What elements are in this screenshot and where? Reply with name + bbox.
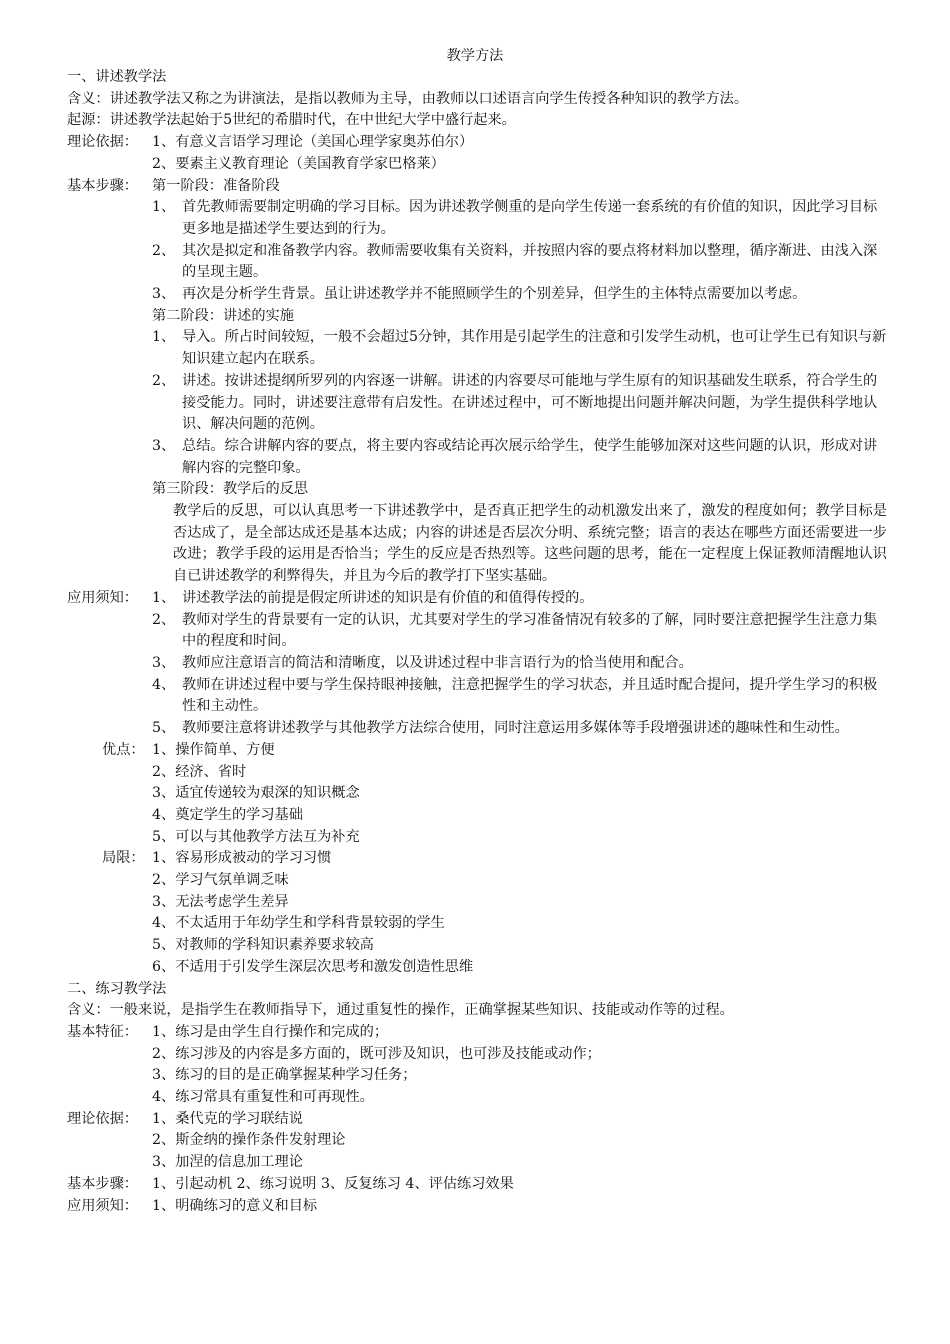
list-item [67,327,887,370]
list-item: 1、容易形成被动的学习习惯 [152,850,332,867]
list-item [67,675,887,718]
steps-label: 基本步骤： [67,177,138,194]
list-item: 1、操作简单、方便 [152,741,275,758]
notes-label: 应用须知： [67,1197,138,1214]
steps-text: 1、引起动机 2、练习说明 3、反复练习 4、评估练习效果 [152,1175,514,1192]
theory-label: 理论依据： [67,134,138,151]
document-body [67,67,887,1217]
list-item: 2、练习涉及的内容是多方面的，既可涉及知识，也可涉及技能或动作； [152,1045,601,1062]
theory-item: 2、斯金纳的操作条件发射理论 [152,1132,346,1149]
list-item: 6、不适用于引发学生深层次思考和激发创造性思维 [152,958,474,975]
item-number: 1、 [152,329,176,346]
list-item: 4、奠定学生的学习基础 [152,806,303,823]
theory-item: 2、要素主义教育理论（美国教育学家巴格莱） [152,155,445,172]
phase-title: 第二阶段：讲述的实施 [152,307,294,324]
item-text: 教师在讲述过程中要与学生保持眼神接触，注意把握学生的学习状态，并且适时配合提问，提升学生学习的积极性和主动性。 [182,676,878,715]
item-text: 教师应注意语言的简洁和清晰度，以及讲述过程中非言语行为的恰当使用和配合。 [182,654,693,671]
item-number: 2、 [152,611,176,628]
phase-title: 第一阶段：准备阶段 [152,177,280,194]
theory-item: 3、加涅的信息加工理论 [152,1154,303,1171]
features-row [67,1022,887,1044]
item-text: 教师对学生的背景要有一定的认识，尤其要对学生的学习准备情况有较多的了解，同时要注意把握学生注意力集中的程度和时间。 [182,611,878,650]
cons-label: 局限： [102,850,145,867]
list-item [67,197,887,240]
list-item [67,284,887,306]
section-heading: 一、讲述教学法 [67,69,167,85]
pros-label: 优点： [102,741,145,758]
list-item: 3、无法考虑学生差异 [152,893,289,910]
features-label: 基本特征： [67,1023,138,1040]
list-item: 3、适宜传递较为艰深的知识概念 [152,785,360,802]
section-heading: 二、练习教学法 [67,980,167,997]
item-text: 其次是拟定和准备教学内容。教师需要收集有关资料，并按照内容的要点将材料加以整理，循序渐进、由浅入深的呈现主题。 [182,242,878,281]
cons-row [67,848,887,870]
definition-line: 含义：一般来说，是指学生在教师指导下，通过重复性的操作，正确掌握某些知识、技能或动作等的过程。 [67,1002,734,1019]
list-item: 1、明确练习的意义和目标 [152,1197,318,1214]
notes-label: 应用须知： [67,589,138,606]
list-item: 5、可以与其他教学方法互为补充 [152,828,360,845]
item-number: 1、 [152,199,176,216]
list-item [67,371,887,436]
reflection-paragraph: 教学后的反思，可以认真思考一下讲述教学中，是否真正把学生的动机激发出来了，激发的程度如何；教学目标是否达成了，是全部达成还是基本达成；内容的讲述是否层次分明、系统完整；语言的表达在哪些方面还需要进一步改进；教学手段的运用是否恰当；学生的反应是否热烈等。这些问题的思考，能在一定程度上保证教师清醒地认识自已讲述教学的利弊得失，并且为今后的教学打下坚实基础。 [173,503,887,585]
list-item [67,588,887,610]
steps-label: 基本步骤： [67,1175,138,1192]
origin-line: 起源：讲述教学法起始于5世纪的希腊时代，在中世纪大学中盛行起来。 [67,112,516,129]
item-number: 2、 [152,242,176,259]
item-text: 导入。所占时间较短，一般不会超过5分钟，其作用是引起学生的注意和引发学生动机，也可让学生已有知识与新知识建立起内在联系。 [182,329,887,368]
item-number: 3、 [152,437,176,454]
list-item: 1、练习是由学生自行操作和完成的； [152,1023,389,1040]
item-text: 首先教师需要制定明确的学习目标。因为讲述教学侧重的是向学生传递一套系统的有价值的知识，因此学习目标更多地是描述学生要达到的行为。 [182,199,878,237]
list-item [67,718,887,740]
list-item: 4、练习常具有重复性和可再现性。 [152,1089,374,1106]
list-item [67,436,887,479]
item-number: 5、 [152,720,176,737]
list-item: 2、经济、省时 [152,763,247,780]
item-text: 讲述。按讲述提纲所罗列的内容逐一讲解。讲述的内容要尽可能地与学生原有的知识基础发生联系，符合学生的接受能力。同时，讲述要注意带有启发性。在讲述过程中，可不断地提出问题并解决问题，为学生提供科学地认识、解决问题的范例。 [182,372,878,433]
item-number: 3、 [152,654,176,671]
list-item: 5、对教师的学科知识素养要求较高 [152,937,374,954]
item-number: 4、 [152,676,176,693]
item-text: 总结。综合讲解内容的要点，将主要内容或结论再次展示给学生，使学生能够加深对这些问题的认识，形成对讲解内容的完整印象。 [182,437,878,476]
list-item: 4、不太适用于年幼学生和学科背景较弱的学生 [152,915,445,932]
notes-row [67,1196,887,1218]
page-title: 教学方法 [446,48,504,64]
item-number: 3、 [152,286,176,303]
list-item: 2、学习气氛单调乏味 [152,872,289,889]
list-item [67,241,887,284]
item-number: 2、 [152,372,176,389]
item-number: 1、 [152,589,176,606]
theory-label: 理论依据： [67,1110,138,1127]
list-item: 3、练习的目的是正确掌握某种学习任务； [152,1067,417,1084]
theory-item: 1、桑代克的学习联结说 [152,1110,303,1127]
pros-row [67,740,887,762]
theory-row [67,1109,887,1131]
theory-item: 1、有意义言语学习理论（美国心理学家奥苏伯尔） [152,134,474,151]
item-text: 再次是分析学生背景。虽让讲述教学并不能照顾学生的个别差异，但学生的主体特点需要加以考虑。 [182,286,807,303]
list-item [67,610,887,653]
steps-row [67,176,887,198]
steps-row [67,1174,887,1196]
phase-title: 第三阶段：教学后的反思 [152,481,309,498]
list-item [67,653,887,675]
item-text: 教师要注意将讲述教学与其他教学方法综合使用，同时注意运用多媒体等手段增强讲述的趣味性和生动性。 [182,720,849,737]
theory-row [67,132,887,154]
theory-row [67,154,887,176]
definition-line: 含义：讲述教学法又称之为讲演法，是指以教师为主导，由教师以口述语言向学生传授各种知识的教学方法。 [67,90,749,107]
item-text: 讲述教学法的前提是假定所讲述的知识是有价值的和值得传授的。 [182,589,594,606]
